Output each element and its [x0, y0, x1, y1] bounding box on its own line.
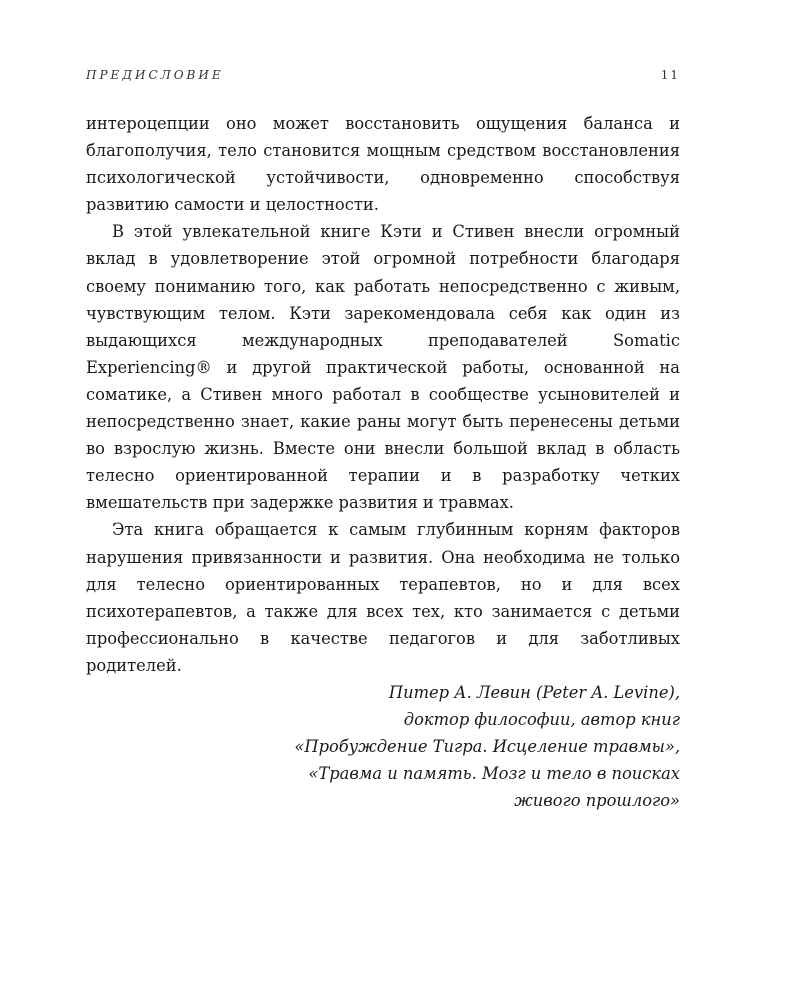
paragraph-3: Эта книга обращается к самым глубинным корням факторов нарушения привязанности и развития. Она необходима не только для телесно ориентированных терапевтов, но и для всех психотерапевтов, а также для всех тех, кто занимается с детьми профессионально в качестве педагогов и для заботливых родителей.	[86, 520, 680, 675]
book-title-2-line-1: «Травма и память. Мозг и тело в поисках	[308, 764, 680, 784]
body-text	[86, 110, 680, 814]
paragraph-2: В этой увлекательной книге Кэти и Стивен внесли огромный вклад в удовлетворение этой огромной потребности благодаря своему пониманию того, как работать непосредственно с живым, чувствующим телом. Кэти зарекомендовала себя как один из выдающихся международных преподавателей Somatic Experiencing® и другой практической работы, основанной на соматике, а Стивен много работал в сообществе усыновителей и непосредственно знает, какие раны могут быть перенесены детьми во взрослую жизнь. Вместе они внесли большой вклад в область телесно ориентированной терапии и в разработку четких вмешательств при задержке развития и травмах.	[86, 222, 680, 513]
signature-block	[86, 679, 680, 814]
page-header	[86, 68, 680, 88]
running-head: ПРЕДИСЛОВИЕ	[86, 68, 224, 82]
book-title-1: «Пробуждение Тигра. Исцеление травмы»,	[294, 737, 680, 757]
paragraph-1: интероцепции оно может восстановить ощущения баланса и благополучия, тело становится мощным средством восстановления психологической устойчивости, одновременно способствуя развитию самости и целостности.	[86, 114, 680, 215]
author-title: доктор философии, автор книг	[403, 710, 680, 730]
page-number: 11	[660, 68, 680, 82]
author-name: Питер А. Левин (Peter A. Levine),	[388, 682, 680, 702]
book-title-2-line-2: живого прошлого»	[514, 791, 680, 811]
